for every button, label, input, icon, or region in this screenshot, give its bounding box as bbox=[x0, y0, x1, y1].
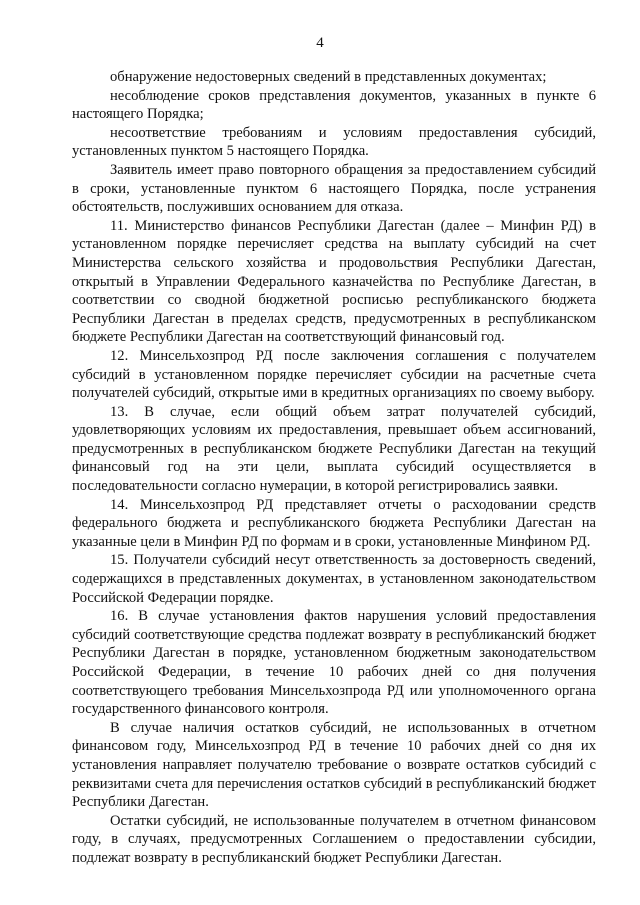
paragraph: обнаружение недостоверных сведений в представленных документах; bbox=[110, 69, 547, 85]
paragraph-item-11: 11. Министерство финансов Республики Дагестан (далее – Минфин РД) в установленном порядке перечисляет средства на выплату субсидий на счет Министерства сельского хозяйства и продовольствия Республики Дагестан, открытый в Управлении Федерального казначейства по Республике Дагестан, в соответствии со сводной бюджетной росписью республиканского бюджета Республики Дагестан в пределах средств, предусмотренных в республиканском бюджете Республики Дагестан на соответствующий финансовый год. bbox=[72, 217, 596, 346]
paragraph: несоответствие требованиям и условиям предоставления субсидий, установленных пунктом 5 настоящего Порядка. bbox=[72, 124, 596, 160]
paragraph: Остатки субсидий, не использованные получателем в отчетном финансовом году, в случаях, предусмотренных Соглашением о предоставлении субсидии, подлежат возврату в республиканский бюджет Республики Дагестан. bbox=[72, 812, 596, 866]
paragraph: несоблюдение сроков представления документов, указанных в пункте 6 настоящего Порядка; bbox=[72, 87, 596, 123]
document-body bbox=[72, 68, 596, 868]
paragraph-item-16: 16. В случае установления фактов нарушения условий предоставления субсидий соответствующие средства подлежат возврату в республиканский бюджет Республики Дагестан в порядке, установленном бюджетным законодательством Российской Федерации, в течение 10 рабочих дней со дня получения соответствующего требования Минсельхозпрода РД или уполномоченного органа государственного финансового контроля. bbox=[72, 608, 596, 718]
paragraph: В случае наличия остатков субсидий, не использованных в отчетном финансовом году, Минсельхозпрод РД в течение 10 рабочих дней со дня их установления направляет получателю требование о возврате остатков субсидий с реквизитами счета для перечисления остатков субсидий в республиканский бюджет Республики Дагестан. bbox=[72, 719, 596, 811]
paragraph-item-14: 14. Минсельхозпрод РД представляет отчеты о расходовании средств федерального бюджета и республиканского бюджета Республики Дагестан на указанные цели в Минфин РД по формам и в сроки, установленные Минфином РД. bbox=[72, 496, 596, 550]
paragraph-item-15: 15. Получатели субсидий несут ответственность за достоверность сведений, содержащихся в представленных документах, в установленном законодательством Российской Федерации порядке. bbox=[72, 552, 596, 606]
paragraph-item-13: 13. В случае, если общий объем затрат получателей субсидий, удовлетворяющих условиям их предоставления, превышает объем ассигнований, предусмотренных в республиканском бюджете Республики Дагестан на текущий финансовый год на эти цели, выплата субсидий осуществляется в последовательности согласно нумерации, в которой регистрировались заявки. bbox=[72, 403, 596, 495]
page-number: 4 bbox=[316, 35, 324, 51]
paragraph: Заявитель имеет право повторного обращения за предоставлением субсидий в сроки, установленные пунктом 6 настоящего Порядка, после устранения обстоятельств, послуживших основанием для отказа. bbox=[72, 161, 596, 216]
paragraph-item-12: 12. Минсельхозпрод РД после заключения соглашения с получателем субсидий в установленном порядке перечисляет субсидии на расчетные счета получателей субсидий, открытые ими в кредитных организациях по своему выбору. bbox=[72, 347, 596, 402]
